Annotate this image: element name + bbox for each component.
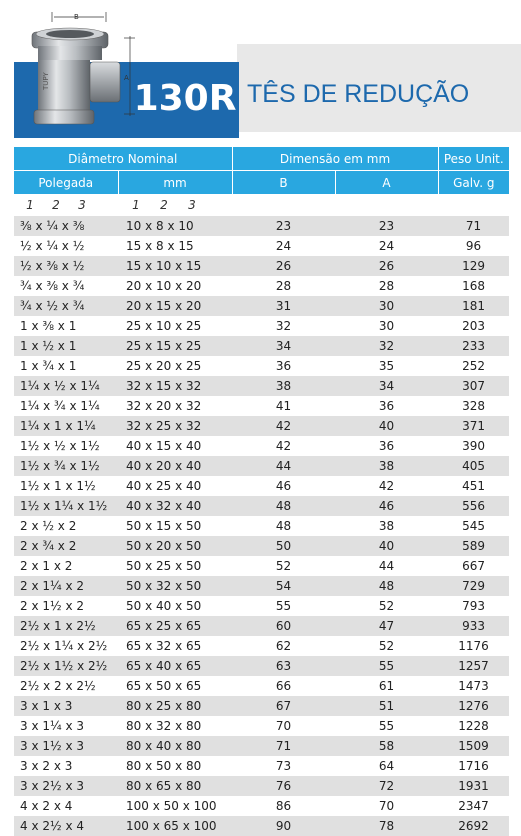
- a-cell: 48: [335, 576, 438, 596]
- galv-cell: 252: [462, 359, 485, 373]
- a-cell: 40: [335, 536, 438, 556]
- table-row: [14, 796, 509, 816]
- polegada-cell: 3 x 1 x 3: [14, 696, 118, 716]
- galv-cell: 307: [438, 376, 509, 396]
- a-cell: 55: [335, 656, 438, 676]
- a-cell: 52: [378, 639, 395, 653]
- table-row: [14, 556, 509, 576]
- b-cell: 48: [232, 496, 335, 516]
- polegada-cell: 2½ x 1½ x 2½: [14, 656, 118, 676]
- galv-cell: 556: [438, 496, 509, 516]
- column-number: 1: [26, 198, 34, 212]
- table-row: [14, 356, 509, 376]
- polegada-cell: 2 x ½ x 2: [20, 519, 77, 533]
- header-b: B: [232, 171, 335, 195]
- polegada-cell: 4 x 2 x 4: [20, 799, 73, 813]
- table-row: [14, 336, 509, 356]
- table-row: [14, 256, 509, 276]
- polegada-cell: ¾ x ½ x ¾: [14, 296, 118, 316]
- dimension-a-label: A: [124, 74, 129, 82]
- table-row: [14, 756, 509, 776]
- b-cell: 90: [232, 816, 335, 836]
- column-number: 1: [132, 198, 140, 212]
- table-row: [14, 536, 509, 556]
- polegada-cell: 3 x 1½ x 3: [14, 736, 118, 756]
- galv-cell: 390: [462, 439, 485, 453]
- b-cell: 38: [232, 376, 335, 396]
- galv-cell: 1473: [458, 679, 489, 693]
- b-cell: 73: [275, 759, 292, 773]
- column-number: 2: [160, 198, 168, 212]
- galv-cell: 451: [462, 479, 485, 493]
- header-polegada: Polegada: [14, 171, 118, 195]
- a-cell: 36: [378, 399, 395, 413]
- table-row: [14, 316, 509, 336]
- polegada-cell: 1 x ⅜ x 1: [20, 319, 77, 333]
- b-cell: 52: [275, 559, 292, 573]
- product-code: 130R: [133, 78, 237, 119]
- galv-cell: 1276: [438, 696, 509, 716]
- table-row: [14, 516, 509, 536]
- polegada-cell: 4 x 2½ x 4: [14, 816, 118, 836]
- svg-text:TUPY: TUPY: [42, 72, 50, 90]
- b-cell: 67: [232, 696, 335, 716]
- mm-cell: 80 x 65 x 80: [118, 776, 232, 796]
- galv-cell: 1176: [458, 639, 489, 653]
- table-row: [14, 296, 509, 316]
- mm-cell: 40 x 15 x 40: [126, 439, 202, 453]
- b-cell: 34: [232, 336, 335, 356]
- b-cell: 55: [275, 599, 292, 613]
- mm-cell: 50 x 20 x 50: [118, 536, 232, 556]
- a-cell: 51: [335, 696, 438, 716]
- table-row: [14, 496, 509, 516]
- a-cell: 30: [335, 296, 438, 316]
- b-cell: 42: [275, 439, 292, 453]
- table-row: [14, 276, 509, 296]
- table-row: [14, 776, 509, 796]
- a-cell: 23: [335, 216, 438, 236]
- b-cell: 86: [275, 799, 292, 813]
- a-cell: 40: [335, 416, 438, 436]
- mm-cell: 25 x 20 x 25: [126, 359, 202, 373]
- polegada-cell: 2½ x 2 x 2½: [20, 679, 96, 693]
- header-diametro-nominal: Diâmetro Nominal: [14, 147, 232, 171]
- b-cell: 36: [275, 359, 292, 373]
- dimension-b-label: B: [74, 13, 79, 21]
- table-row: [14, 576, 509, 596]
- b-cell: 50: [232, 536, 335, 556]
- polegada-cell: ⅜ x ¼ x ⅜: [14, 216, 118, 236]
- polegada-cell: 3 x 1¼ x 3: [20, 719, 84, 733]
- galv-cell: 667: [462, 559, 485, 573]
- tee-fitting-image: [14, 10, 138, 136]
- galv-cell: 405: [438, 456, 509, 476]
- table-row: [14, 436, 509, 456]
- mm-cell: 40 x 32 x 40: [118, 496, 232, 516]
- a-cell: 34: [335, 376, 438, 396]
- mm-cell: 10 x 8 x 10: [118, 216, 232, 236]
- polegada-cell: 2 x 1¼ x 2: [14, 576, 118, 596]
- b-cell: 44: [232, 456, 335, 476]
- polegada-cell: 1½ x ½ x 1½: [20, 439, 100, 453]
- mm-cell: 65 x 25 x 65: [118, 616, 232, 636]
- b-cell: 70: [275, 719, 292, 733]
- galv-cell: 729: [438, 576, 509, 596]
- table-row: [14, 416, 509, 436]
- mm-cell: 100 x 50 x 100: [126, 799, 217, 813]
- table-row: [14, 816, 509, 836]
- a-cell: 52: [378, 599, 395, 613]
- table-row: [14, 396, 509, 416]
- header-galv: Galv. g: [438, 171, 509, 195]
- polegada-cell: 3 x 2½ x 3: [14, 776, 118, 796]
- mm-cell: 65 x 40 x 65: [118, 656, 232, 676]
- galv-cell: 328: [462, 399, 485, 413]
- mm-cell: 32 x 20 x 32: [126, 399, 202, 413]
- b-cell: 46: [275, 479, 292, 493]
- galv-cell: 96: [465, 239, 482, 253]
- polegada-cell: 1¼ x ¾ x 1¼: [20, 399, 100, 413]
- galv-cell: 203: [462, 319, 485, 333]
- mm-cell: 50 x 15 x 50: [126, 519, 202, 533]
- column-number: 3: [188, 198, 196, 212]
- b-cell: 26: [232, 256, 335, 276]
- a-cell: 42: [378, 479, 395, 493]
- polegada-cell: ½ x ⅜ x ½: [14, 256, 118, 276]
- galv-cell: 371: [438, 416, 509, 436]
- mm-cell: 65 x 32 x 65: [126, 639, 202, 653]
- mm-cell: 20 x 10 x 20: [126, 279, 202, 293]
- galv-cell: 1228: [458, 719, 489, 733]
- b-cell: 31: [232, 296, 335, 316]
- header-dimensao-mm: Dimensão em mm: [232, 147, 438, 171]
- galv-cell: 589: [438, 536, 509, 556]
- galv-cell: 181: [438, 296, 509, 316]
- mm-cell: 80 x 40 x 80: [118, 736, 232, 756]
- galv-cell: 71: [438, 216, 509, 236]
- b-cell: 28: [275, 279, 292, 293]
- b-cell: 60: [232, 616, 335, 636]
- a-cell: 64: [378, 759, 395, 773]
- mm-cell: 15 x 10 x 15: [118, 256, 232, 276]
- galv-cell: 2692: [438, 816, 509, 836]
- b-cell: 41: [275, 399, 292, 413]
- polegada-cell: 1¼ x 1 x 1¼: [14, 416, 118, 436]
- polegada-cell: 2 x ¾ x 2: [14, 536, 118, 556]
- header-peso-unit: Peso Unit.: [438, 147, 509, 171]
- galv-cell: 1257: [438, 656, 509, 676]
- a-cell: 78: [335, 816, 438, 836]
- table-row: [14, 636, 509, 656]
- polegada-cell: 1 x ¾ x 1: [20, 359, 77, 373]
- galv-cell: 793: [462, 599, 485, 613]
- galv-cell: 233: [438, 336, 509, 356]
- b-cell: 24: [275, 239, 292, 253]
- galv-cell: 129: [438, 256, 509, 276]
- a-cell: 28: [378, 279, 395, 293]
- mm-cell: 50 x 25 x 50: [126, 559, 202, 573]
- table-row: [14, 736, 509, 756]
- dimensions-table: [14, 147, 509, 836]
- galv-cell: 168: [462, 279, 485, 293]
- page-title: TÊS DE REDUÇÃO: [247, 80, 470, 108]
- a-cell: 58: [335, 736, 438, 756]
- polegada-cell: 2 x 1 x 2: [20, 559, 73, 573]
- b-cell: 54: [232, 576, 335, 596]
- b-cell: 23: [232, 216, 335, 236]
- mm-cell: 32 x 25 x 32: [118, 416, 232, 436]
- table-row: [14, 716, 509, 736]
- column-number: 2: [52, 198, 60, 212]
- polegada-cell: 2½ x 1¼ x 2½: [20, 639, 108, 653]
- mm-cell: 40 x 20 x 40: [118, 456, 232, 476]
- polegada-cell: ¾ x ⅜ x ¾: [20, 279, 85, 293]
- polegada-cell: 1½ x ¾ x 1½: [14, 456, 118, 476]
- column-numbers-row: [14, 194, 509, 216]
- table-row: [14, 616, 509, 636]
- polegada-cell: 1½ x 1¼ x 1½: [14, 496, 118, 516]
- table-row: [14, 676, 509, 696]
- b-cell: 62: [275, 639, 292, 653]
- table-row: [14, 456, 509, 476]
- a-cell: 44: [378, 559, 395, 573]
- mm-cell: 25 x 10 x 25: [126, 319, 202, 333]
- polegada-cell: 1¼ x ½ x 1¼: [14, 376, 118, 396]
- galv-cell: 933: [438, 616, 509, 636]
- table-row: [14, 696, 509, 716]
- b-cell: 42: [232, 416, 335, 436]
- b-cell: 66: [275, 679, 292, 693]
- table-row: [14, 476, 509, 496]
- polegada-cell: 1½ x 1 x 1½: [20, 479, 96, 493]
- table-row: [14, 376, 509, 396]
- table-row: [14, 656, 509, 676]
- mm-cell: 100 x 65 x 100: [118, 816, 232, 836]
- mm-cell: 50 x 40 x 50: [126, 599, 202, 613]
- a-cell: 38: [378, 519, 395, 533]
- mm-cell: 80 x 32 x 80: [126, 719, 202, 733]
- polegada-cell: 2 x 1½ x 2: [20, 599, 84, 613]
- galv-cell: 2347: [458, 799, 489, 813]
- a-cell: 26: [335, 256, 438, 276]
- b-cell: 71: [232, 736, 335, 756]
- polegada-cell: ½ x ¼ x ½: [20, 239, 85, 253]
- a-cell: 55: [378, 719, 395, 733]
- mm-cell: 20 x 15 x 20: [118, 296, 232, 316]
- a-cell: 47: [335, 616, 438, 636]
- polegada-column-numbers: [14, 194, 118, 216]
- mm-cell: 32 x 15 x 32: [118, 376, 232, 396]
- table-row: [14, 596, 509, 616]
- polegada-cell: 3 x 2 x 3: [20, 759, 73, 773]
- table-row: [14, 216, 509, 236]
- mm-cell: 80 x 50 x 80: [126, 759, 202, 773]
- column-number: 3: [78, 198, 86, 212]
- mm-cell: 40 x 25 x 40: [126, 479, 202, 493]
- mm-cell: 80 x 25 x 80: [118, 696, 232, 716]
- mm-cell: 50 x 32 x 50: [118, 576, 232, 596]
- header-a: A: [335, 171, 438, 195]
- a-cell: 38: [335, 456, 438, 476]
- header-mm: mm: [118, 171, 232, 195]
- a-cell: 30: [378, 319, 395, 333]
- galv-cell: 1509: [438, 736, 509, 756]
- b-cell: 76: [232, 776, 335, 796]
- a-cell: 24: [378, 239, 395, 253]
- mm-cell: 15 x 8 x 15: [126, 239, 194, 253]
- a-cell: 70: [378, 799, 395, 813]
- mm-column-numbers: [118, 194, 232, 216]
- galv-cell: 545: [462, 519, 485, 533]
- a-cell: 36: [378, 439, 395, 453]
- b-cell: 32: [275, 319, 292, 333]
- a-cell: 61: [378, 679, 395, 693]
- mm-cell: 25 x 15 x 25: [118, 336, 232, 356]
- b-cell: 63: [232, 656, 335, 676]
- b-cell: 48: [275, 519, 292, 533]
- a-cell: 72: [335, 776, 438, 796]
- galv-cell: 1716: [458, 759, 489, 773]
- galv-cell: 1931: [438, 776, 509, 796]
- a-cell: 46: [335, 496, 438, 516]
- table-row: [14, 236, 509, 256]
- a-cell: 35: [378, 359, 395, 373]
- a-cell: 32: [335, 336, 438, 356]
- polegada-cell: 2½ x 1 x 2½: [14, 616, 118, 636]
- polegada-cell: 1 x ½ x 1: [14, 336, 118, 356]
- mm-cell: 65 x 50 x 65: [126, 679, 202, 693]
